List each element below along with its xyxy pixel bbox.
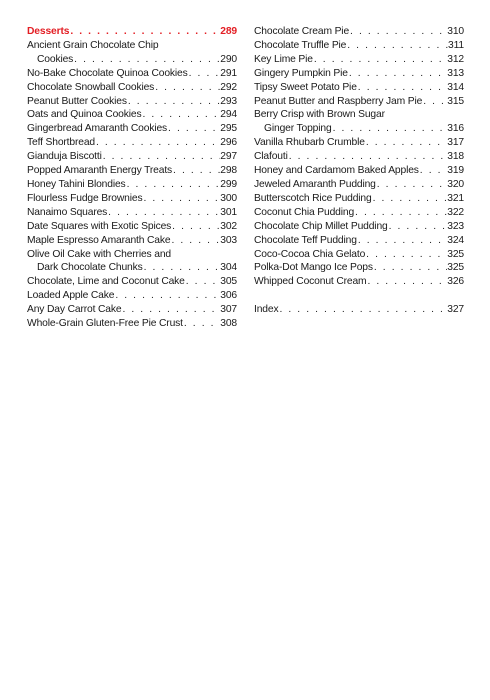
dot-leader — [366, 275, 447, 289]
dot-leader — [185, 275, 221, 289]
dot-leader — [422, 95, 447, 109]
index-entry-line — [27, 275, 237, 289]
entry-title: Nanaimo Squares — [27, 206, 108, 218]
index-entry — [27, 289, 237, 303]
entry-page-number: 321 — [447, 192, 464, 204]
entry-title-line: Berry Crisp with Brown Sugar — [254, 109, 385, 121]
dot-leader — [357, 234, 447, 248]
index-entry — [254, 234, 464, 248]
index-entry — [254, 95, 464, 109]
entry-title: Vanilla Rhubarb Crumble — [254, 137, 365, 149]
index-entry — [254, 275, 464, 289]
entry-title: Maple Espresso Amaranth Cake — [27, 234, 171, 246]
index-entry-line — [27, 95, 237, 109]
index-entry-line — [27, 261, 237, 275]
index-entry-line — [254, 234, 464, 248]
index-entry-line — [27, 25, 237, 39]
entry-title: Chocolate Chip Millet Pudding — [254, 220, 388, 232]
dot-leader — [365, 136, 447, 150]
index-entry — [254, 164, 464, 178]
index-entry-line — [254, 136, 464, 150]
dot-leader — [348, 67, 447, 81]
dot-leader — [183, 317, 220, 331]
index-entry — [27, 303, 237, 317]
index-entry-line — [27, 220, 237, 234]
entry-page-number: 320 — [447, 178, 464, 190]
entry-title: Flourless Fudge Brownies — [27, 192, 143, 204]
index-entry — [27, 206, 237, 220]
entry-page-number: 308 — [220, 318, 237, 330]
index-entry — [27, 275, 237, 289]
dot-leader — [95, 136, 220, 150]
section-title: Desserts — [27, 26, 70, 37]
entry-page-number: 300 — [220, 192, 237, 204]
entry-title: Loaded Apple Cake — [27, 290, 115, 302]
index-entry — [27, 317, 237, 331]
dot-leader — [188, 67, 221, 81]
index-entry-line — [27, 81, 237, 95]
dot-leader — [172, 164, 220, 178]
entry-title: Key Lime Pie — [254, 53, 313, 65]
index-entry-line — [27, 164, 237, 178]
entry-title: Chocolate Teff Pudding — [254, 234, 357, 246]
index-entry-line — [254, 192, 464, 206]
index-entry-line — [27, 234, 237, 248]
entry-page-number: 312 — [447, 53, 464, 65]
entry-title: Butterscotch Rice Pudding — [254, 192, 372, 204]
entry-page-number: 307 — [220, 304, 237, 316]
entry-title-line: Olive Oil Cake with Cherries and — [27, 248, 171, 260]
index-entry — [254, 25, 464, 39]
dot-leader — [288, 150, 448, 164]
index-entry-line — [27, 67, 237, 81]
entry-page-number: 313 — [447, 67, 464, 79]
entry-page-number: 293 — [220, 95, 237, 107]
index-entry — [27, 39, 237, 67]
index-column-right — [254, 25, 464, 317]
entry-page-number: 291 — [220, 67, 237, 79]
entry-title: Chocolate Snowball Cookies — [27, 81, 155, 93]
index-entry-line — [254, 164, 464, 178]
entry-title: Chocolate Cream Pie — [254, 26, 350, 37]
entry-page-number: 306 — [220, 290, 237, 302]
dot-leader — [114, 289, 220, 303]
index-entry — [254, 261, 464, 275]
index-entry-line — [254, 303, 464, 317]
dot-leader — [349, 25, 447, 39]
index-entry — [27, 108, 237, 122]
index-entry — [254, 53, 464, 67]
entry-title: Whole-Grain Gluten-Free Pie Crust — [27, 318, 183, 330]
entry-title: Jeweled Amaranth Pudding — [254, 178, 376, 190]
index-entry — [27, 220, 237, 234]
index-entry-line — [27, 108, 237, 122]
index-entry-line — [254, 39, 464, 53]
index-entry-line — [27, 136, 237, 150]
entry-page-number: 301 — [220, 206, 237, 218]
dot-leader — [171, 220, 220, 234]
dot-leader — [346, 39, 448, 53]
index-entry — [27, 81, 237, 95]
dot-leader — [73, 53, 220, 67]
entry-page-number: 318 — [447, 151, 464, 163]
index-entry-line — [27, 289, 237, 303]
entry-page-number: 323 — [447, 220, 464, 232]
index-entry — [254, 206, 464, 220]
index-entry — [27, 150, 237, 164]
dot-leader — [142, 192, 220, 206]
entry-title: Cookies — [37, 53, 74, 65]
index-entry-line — [254, 248, 464, 262]
entry-page-number: 325 — [447, 262, 464, 274]
entry-title: Honey Tahini Blondies — [27, 178, 126, 190]
dot-leader — [419, 164, 447, 178]
entry-title: Teff Shortbread — [27, 137, 95, 149]
entry-page-number: 299 — [220, 178, 237, 190]
dot-leader — [167, 122, 220, 136]
entry-page-number: 325 — [447, 248, 464, 260]
dot-leader — [373, 261, 447, 275]
entry-title: Peanut Butter Cookies — [27, 95, 127, 107]
entry-title: Index — [254, 304, 279, 316]
index-entry-line — [254, 275, 464, 289]
entry-page-number: 322 — [447, 206, 464, 218]
entry-title: Date Squares with Exotic Spices — [27, 220, 172, 232]
entry-title: Gianduja Biscotti — [27, 151, 102, 163]
entry-page-number: 290 — [220, 53, 237, 65]
dot-leader — [69, 25, 220, 39]
entry-page-number: 310 — [447, 26, 464, 37]
index-entry-line — [27, 178, 237, 192]
index-entry — [254, 220, 464, 234]
entry-title: Popped Amaranth Energy Treats — [27, 165, 173, 177]
dot-leader — [278, 303, 447, 317]
index-entry — [254, 39, 464, 53]
index-entry — [254, 303, 464, 317]
index-entry — [27, 178, 237, 192]
dot-leader — [121, 303, 220, 317]
dot-leader — [143, 261, 221, 275]
index-entry-line — [254, 178, 464, 192]
index-entry-line — [27, 206, 237, 220]
entry-page-number: 315 — [447, 95, 464, 107]
index-entry-line — [254, 150, 464, 164]
spacer — [254, 289, 464, 303]
index-entry — [254, 192, 464, 206]
entry-title: Coco-Cocoa Chia Gelato — [254, 248, 366, 260]
index-entry — [254, 248, 464, 262]
index-entry-line — [27, 150, 237, 164]
index-entry — [27, 234, 237, 248]
index-entry — [254, 108, 464, 136]
dot-leader — [127, 95, 220, 109]
index-entry — [254, 136, 464, 150]
entry-title: Gingery Pumpkin Pie — [254, 67, 348, 79]
index-entry-line — [27, 303, 237, 317]
index-entry — [254, 81, 464, 95]
entry-title-line: Ancient Grain Chocolate Chip — [27, 39, 159, 51]
dot-leader — [354, 206, 447, 220]
entry-title: Chocolate, Lime and Coconut Cake — [27, 276, 185, 288]
index-column-left — [27, 25, 237, 331]
entry-page-number: 324 — [447, 234, 464, 246]
index-entry — [27, 192, 237, 206]
entry-page-number: 326 — [447, 276, 464, 288]
entry-title: Peanut Butter and Raspberry Jam Pie — [254, 95, 423, 107]
entry-page-number: 298 — [220, 165, 237, 177]
entry-page-number: 292 — [220, 81, 237, 93]
entry-title: Whipped Coconut Cream — [254, 276, 367, 288]
entry-title: Ginger Topping — [264, 123, 332, 135]
index-section-heading — [27, 25, 237, 39]
entry-title: Chocolate Truffle Pie — [254, 39, 347, 51]
entry-title: Polka-Dot Mango Ice Pops — [254, 262, 373, 274]
index-entry-line — [254, 25, 464, 39]
index-entry — [254, 67, 464, 81]
entry-page-number: 316 — [447, 123, 464, 135]
entry-page-number: 327 — [447, 304, 464, 316]
index-entry-line — [254, 95, 464, 109]
entry-page-number: 297 — [220, 151, 237, 163]
dot-leader — [126, 178, 221, 192]
index-entry-line — [254, 67, 464, 81]
index-entry — [254, 178, 464, 192]
index-entry — [254, 150, 464, 164]
index-entry-line — [254, 261, 464, 275]
index-entry-line — [254, 81, 464, 95]
index-entry — [27, 136, 237, 150]
index-entry — [27, 164, 237, 178]
entry-page-number: 304 — [220, 262, 237, 274]
entry-page-number: 319 — [447, 165, 464, 177]
dot-leader — [170, 234, 220, 248]
entry-page-number: 305 — [220, 276, 237, 288]
dot-leader — [154, 81, 220, 95]
entry-title: No-Bake Chocolate Quinoa Cookies — [27, 67, 188, 79]
entry-title: Tipsy Sweet Potato Pie — [254, 81, 357, 93]
index-entry-line — [254, 220, 464, 234]
dot-leader — [372, 192, 448, 206]
entry-title: Gingerbread Amaranth Cookies — [27, 123, 168, 135]
dot-leader — [107, 206, 220, 220]
dot-leader — [365, 248, 447, 262]
entry-page-number: 314 — [447, 81, 464, 93]
entry-page-number: 311 — [448, 39, 464, 51]
index-entry-line — [27, 317, 237, 331]
dot-leader — [357, 81, 447, 95]
entry-page-number: 302 — [220, 220, 237, 232]
dot-leader — [141, 108, 220, 122]
index-entry-line — [27, 192, 237, 206]
index-entry-line — [27, 53, 237, 67]
index-entry — [27, 67, 237, 81]
entry-title: Clafouti — [254, 151, 288, 163]
section-page-number: 289 — [220, 26, 237, 37]
entry-page-number: 317 — [447, 137, 464, 149]
index-entry — [27, 248, 237, 276]
entry-page-number: 295 — [220, 123, 237, 135]
dot-leader — [313, 53, 447, 67]
index-entry-line — [254, 122, 464, 136]
entry-title: Dark Chocolate Chunks — [37, 262, 143, 274]
dot-leader — [332, 122, 448, 136]
index-entry — [27, 122, 237, 136]
index-entry — [27, 95, 237, 109]
entry-page-number: 303 — [220, 234, 237, 246]
index-entry-line — [254, 206, 464, 220]
index-entry-line — [254, 53, 464, 67]
entry-page-number: 294 — [220, 109, 237, 121]
dot-leader — [376, 178, 448, 192]
entry-title: Coconut Chia Pudding — [254, 206, 355, 218]
entry-title: Oats and Quinoa Cookies — [27, 109, 142, 121]
dot-leader — [388, 220, 448, 234]
index-entry-line — [27, 122, 237, 136]
entry-title: Honey and Cardamom Baked Apples — [254, 165, 419, 177]
entry-title: Any Day Carrot Cake — [27, 304, 122, 316]
entry-page-number: 296 — [220, 137, 237, 149]
dot-leader — [102, 150, 221, 164]
